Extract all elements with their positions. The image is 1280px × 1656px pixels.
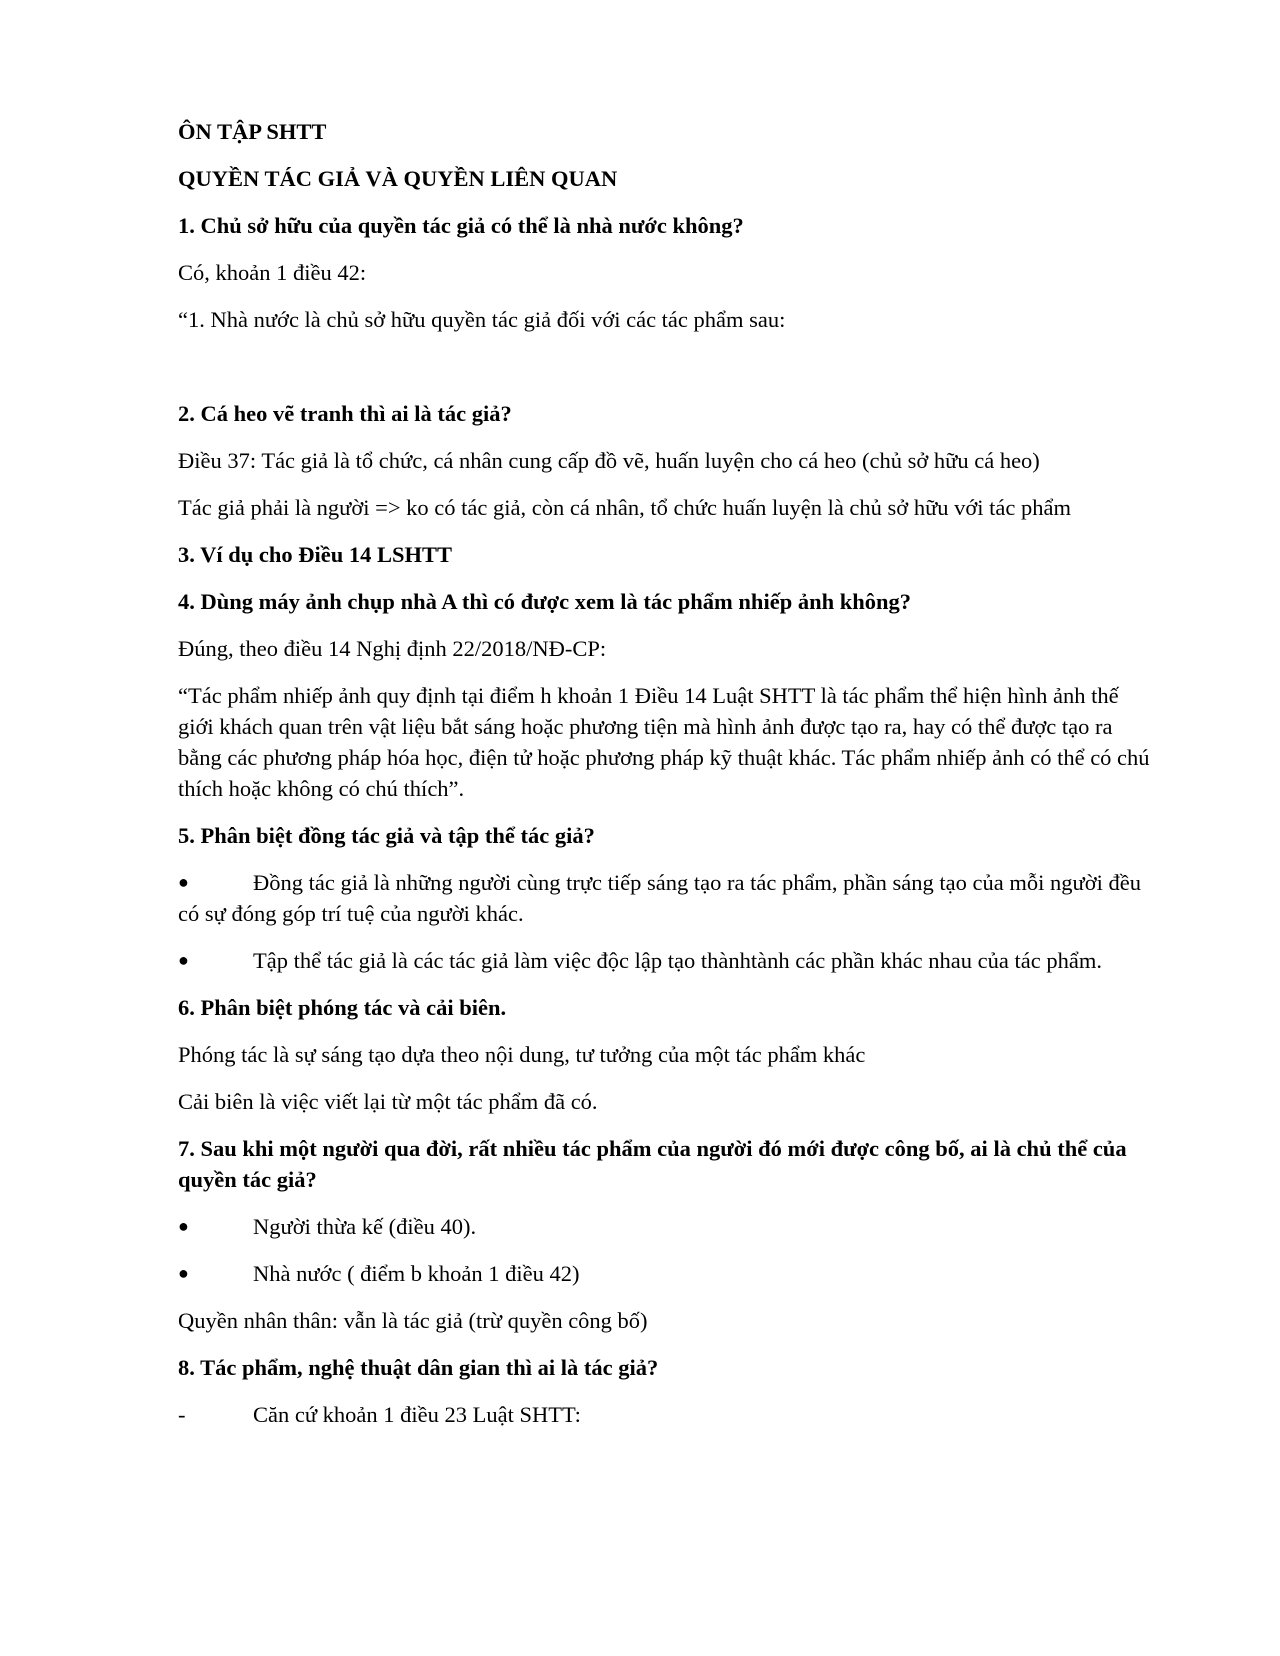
list-item-text: Đồng tác giả là những người cùng trực tiếp sáng tạo ra tác phẩm, phần sáng tạo của mỗi người đều có sự đóng góp trí tuệ của người khác.	[178, 870, 1141, 926]
bullet-icon: ●	[178, 1216, 189, 1236]
list-item-text: Người thừa kế (điều 40).	[253, 1214, 477, 1239]
question-2: 2. Cá heo vẽ tranh thì ai là tác giả?	[178, 401, 512, 426]
answer-6-line-2: Cải biên là việc viết lại từ một tác phẩm đã có.	[178, 1089, 598, 1114]
list-item-text: Nhà nước ( điểm b khoản 1 điều 42)	[253, 1261, 580, 1286]
answer-2-line-1: Điều 37: Tác giả là tổ chức, cá nhân cung cấp đồ vẽ, huấn luyện cho cá heo (chủ sở hữu cá heo)	[178, 448, 1040, 473]
list-item-text: Căn cứ khoản 1 điều 23 Luật SHTT:	[253, 1402, 581, 1427]
blank-space	[178, 351, 1158, 398]
document-subtitle: QUYỀN TÁC GIẢ VÀ QUYỀN LIÊN QUAN	[178, 166, 618, 191]
question-6: 6. Phân biệt phóng tác và cải biên.	[178, 995, 507, 1020]
question-5: 5. Phân biệt đồng tác giả và tập thể tác giả?	[178, 823, 595, 848]
list-item	[178, 1258, 1158, 1289]
bullet-icon: ●	[178, 950, 189, 970]
list-item-text: Tập thể tác giả là các tác giả làm việc độc lập tạo thànhtành các phần khác nhau của tác phẩm.	[253, 948, 1102, 973]
answer-1-line-2: “1. Nhà nước là chủ sở hữu quyền tác giả đối với các tác phẩm sau:	[178, 307, 786, 332]
list-item	[178, 1399, 1158, 1430]
answer-7-line-1: Quyền nhân thân: vẫn là tác giả (trừ quyền công bố)	[178, 1308, 648, 1333]
document-page	[178, 116, 1158, 1446]
list-item	[178, 1211, 1158, 1242]
question-1: 1. Chủ sở hữu của quyền tác giả có thể là nhà nước không?	[178, 213, 744, 238]
question-4: 4. Dùng máy ảnh chụp nhà A thì có được xem là tác phẩm nhiếp ảnh không?	[178, 589, 912, 614]
answer-4-line-1: Đúng, theo điều 14 Nghị định 22/2018/NĐ-CP:	[178, 636, 607, 661]
bullet-icon: ●	[178, 872, 189, 892]
list-item	[178, 945, 1158, 976]
list-item	[178, 867, 1158, 929]
answer-1-line-1: Có, khoản 1 điều 42:	[178, 260, 367, 285]
question-3: 3. Ví dụ cho Điều 14 LSHTT	[178, 542, 453, 567]
answer-6-line-1: Phóng tác là sự sáng tạo dựa theo nội dung, tư tưởng của một tác phẩm khác	[178, 1042, 866, 1067]
question-7: 7. Sau khi một người qua đời, rất nhiều tác phẩm của người đó mới được công bố, ai là chủ thể của quyền tác giả?	[178, 1136, 1127, 1192]
bullet-icon: ●	[178, 1263, 189, 1283]
document-title: ÔN TẬP SHTT	[178, 119, 327, 144]
answer-4-quote: “Tác phẩm nhiếp ảnh quy định tại điểm h khoản 1 Điều 14 Luật SHTT là tác phẩm thể hiện hình ảnh thế giới khách quan trên vật liệu bắt sáng hoặc phương tiện mà hình ảnh được tạo ra, hay có thể được tạo ra bằng các phương pháp hóa học, điện tử hoặc phương pháp kỹ thuật khác. Tác phẩm nhiếp ảnh có thể có chú thích hoặc không có chú thích”.	[178, 683, 1150, 801]
answer-2-line-2: Tác giả phải là người => ko có tác giả, còn cá nhân, tổ chức huấn luyện là chủ sở hữu với tác phẩm	[178, 495, 1072, 520]
question-8: 8. Tác phẩm, nghệ thuật dân gian thì ai là tác giả?	[178, 1355, 659, 1380]
dash-icon: -	[178, 1402, 186, 1427]
